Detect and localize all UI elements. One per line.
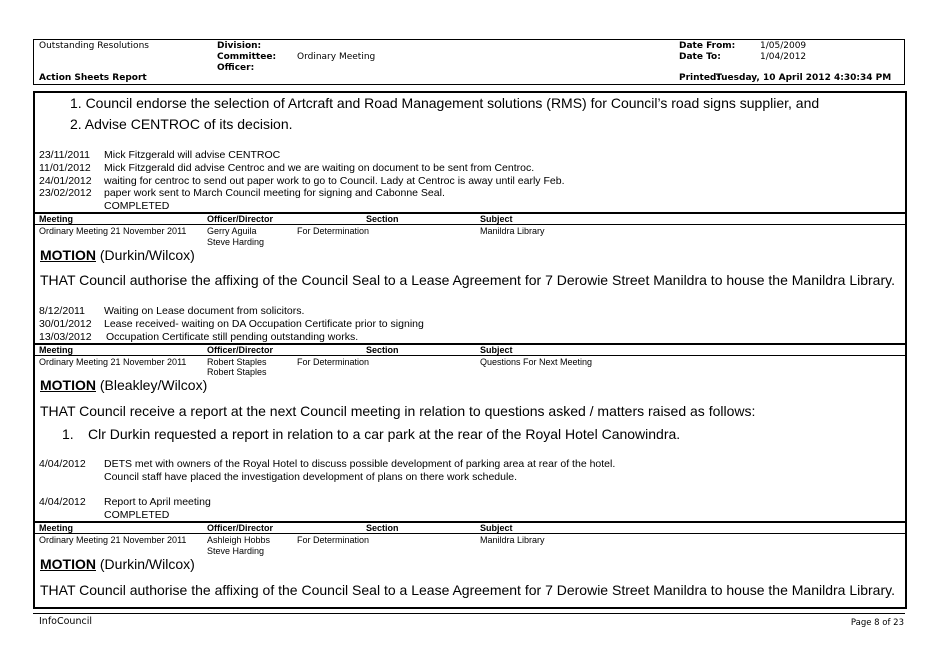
note-date: 4/04/2012	[39, 496, 86, 508]
note-date: 8/12/2011	[39, 305, 85, 317]
note-text: Occupation Certificate still pending outstanding works.	[106, 331, 359, 343]
col-header-officer: Officer/Director	[207, 523, 274, 533]
col-header-section: Section	[366, 345, 399, 355]
motion-movers: (Durkin/Wilcox)	[96, 556, 195, 572]
printed-value: Tuesday, 10 April 2012 4:30:34 PM	[716, 73, 892, 83]
meeting-cell: Ordinary Meeting 21 November 2011	[39, 357, 187, 367]
subject-cell: Manildra Library	[480, 535, 545, 545]
director-cell: Steve Harding	[207, 237, 265, 247]
officer-cell: Ashleigh Hobbs	[207, 535, 271, 545]
note-text: waiting for centroc to send out paper work to go to Council. Lady at Centroc is away until early Feb.	[104, 175, 565, 187]
meeting-cell: Ordinary Meeting 21 November 2011	[39, 535, 187, 545]
resolution-item-text: Clr Durkin requested a report in relation to a car park at the rear of the Royal Hotel Canowindra.	[88, 426, 681, 442]
note-completed: COMPLETED	[104, 200, 170, 212]
col-header-meeting: Meeting	[39, 523, 74, 533]
resolution-text: THAT Council receive a report at the next Council meeting in relation to questions asked / matters raised as follows:	[40, 403, 756, 419]
col-header-meeting: Meeting	[39, 214, 74, 224]
division-label: Division:	[217, 41, 262, 51]
director-cell: Steve Harding	[207, 546, 265, 556]
note-completed: COMPLETED	[104, 509, 170, 521]
col-header-section: Section	[366, 214, 399, 224]
section-cell: For Determination	[297, 357, 370, 367]
note-text: Mick Fitzgerald did advise Centroc and we are waiting on document to be sent from Centroc.	[104, 162, 535, 174]
date-from-label: Date From:	[679, 41, 736, 51]
note-text: Mick Fitzgerald will advise CENTROC	[104, 149, 281, 161]
officer-cell: Robert Staples	[207, 357, 267, 367]
header-rule	[33, 533, 905, 534]
app-name: InfoCouncil	[39, 616, 92, 627]
report-name: Outstanding Resolutions	[39, 41, 149, 51]
meeting-cell: Ordinary Meeting 21 November 2011	[39, 226, 187, 236]
page-number: Page 8 of 23	[850, 618, 904, 628]
resolution-text: THAT Council authorise the affixing of the Council Seal to a Lease Agreement for 7 Derowie Street Manildra to house the Manildra Library.	[40, 272, 895, 288]
col-header-section: Section	[366, 523, 399, 533]
date-to-value: 1/04/2012	[760, 52, 807, 62]
section-divider	[33, 521, 905, 523]
motion-movers: (Durkin/Wilcox)	[96, 247, 195, 263]
note-date: 24/01/2012	[39, 175, 92, 187]
note-text: Lease received- waiting on DA Occupation Certificate prior to signing	[104, 318, 424, 330]
col-header-officer: Officer/Director	[207, 345, 274, 355]
committee-label: Committee:	[217, 52, 277, 62]
resolution-item-1: 1. Council endorse the selection of Artcraft and Road Management solutions (RMS) for Council’s road signs supplier, and	[70, 95, 820, 111]
director-cell: Robert Staples	[207, 367, 267, 377]
subject-cell: Manildra Library	[480, 226, 545, 236]
note-text: Council staff have placed the investigation development of plans on there work schedule.	[104, 471, 518, 483]
col-header-meeting: Meeting	[39, 345, 74, 355]
header-rule	[33, 355, 905, 356]
note-date: 11/01/2012	[39, 162, 91, 174]
subject-cell: Questions For Next Meeting	[480, 357, 593, 367]
motion-line	[40, 556, 195, 572]
header-rule	[33, 224, 905, 225]
resolution-item-2: 2. Advise CENTROC of its decision.	[70, 116, 293, 132]
note-date: 13/03/2012	[39, 331, 92, 343]
date-from-value: 1/05/2009	[760, 41, 807, 51]
col-header-subject: Subject	[480, 345, 513, 355]
note-date: 30/01/2012	[39, 318, 92, 330]
footer-rule	[33, 613, 905, 614]
section-cell: For Determination	[297, 535, 370, 545]
section-divider	[33, 212, 905, 214]
section-divider	[33, 343, 905, 345]
col-header-officer: Officer/Director	[207, 214, 274, 224]
resolution-item-number: 1.	[62, 426, 74, 442]
note-date: 23/11/2011	[39, 149, 90, 161]
motion-keyword: MOTION	[40, 247, 96, 263]
date-to-label: Date To:	[679, 52, 721, 62]
resolution-text: THAT Council authorise the affixing of the Council Seal to a Lease Agreement for 7 Derowie Street Manildra to house the Manildra Library.	[40, 582, 895, 598]
note-text: Report to April meeting	[104, 496, 211, 508]
note-text: DETS met with owners of the Royal Hotel to discuss possible development of parking area at rear of the hotel.	[104, 458, 616, 470]
col-header-subject: Subject	[480, 214, 513, 224]
note-text: paper work sent to March Council meeting for signing and Cabonne Seal.	[104, 187, 445, 199]
section-cell: For Determination	[297, 226, 370, 236]
motion-line	[40, 247, 195, 263]
officer-label: Officer:	[217, 63, 255, 73]
col-header-subject: Subject	[480, 523, 513, 533]
motion-keyword: MOTION	[40, 377, 96, 393]
committee-value: Ordinary Meeting	[297, 52, 376, 62]
motion-keyword: MOTION	[40, 556, 96, 572]
note-date: 4/04/2012	[39, 458, 86, 470]
note-text: Waiting on Lease document from solicitors.	[104, 305, 305, 317]
printed-label: Printed:	[679, 73, 720, 83]
motion-line	[40, 377, 207, 393]
report-type: Action Sheets Report	[39, 73, 147, 83]
officer-cell: Gerry Aguila	[207, 226, 257, 236]
motion-movers: (Bleakley/Wilcox)	[96, 377, 208, 393]
note-date: 23/02/2012	[39, 187, 92, 199]
